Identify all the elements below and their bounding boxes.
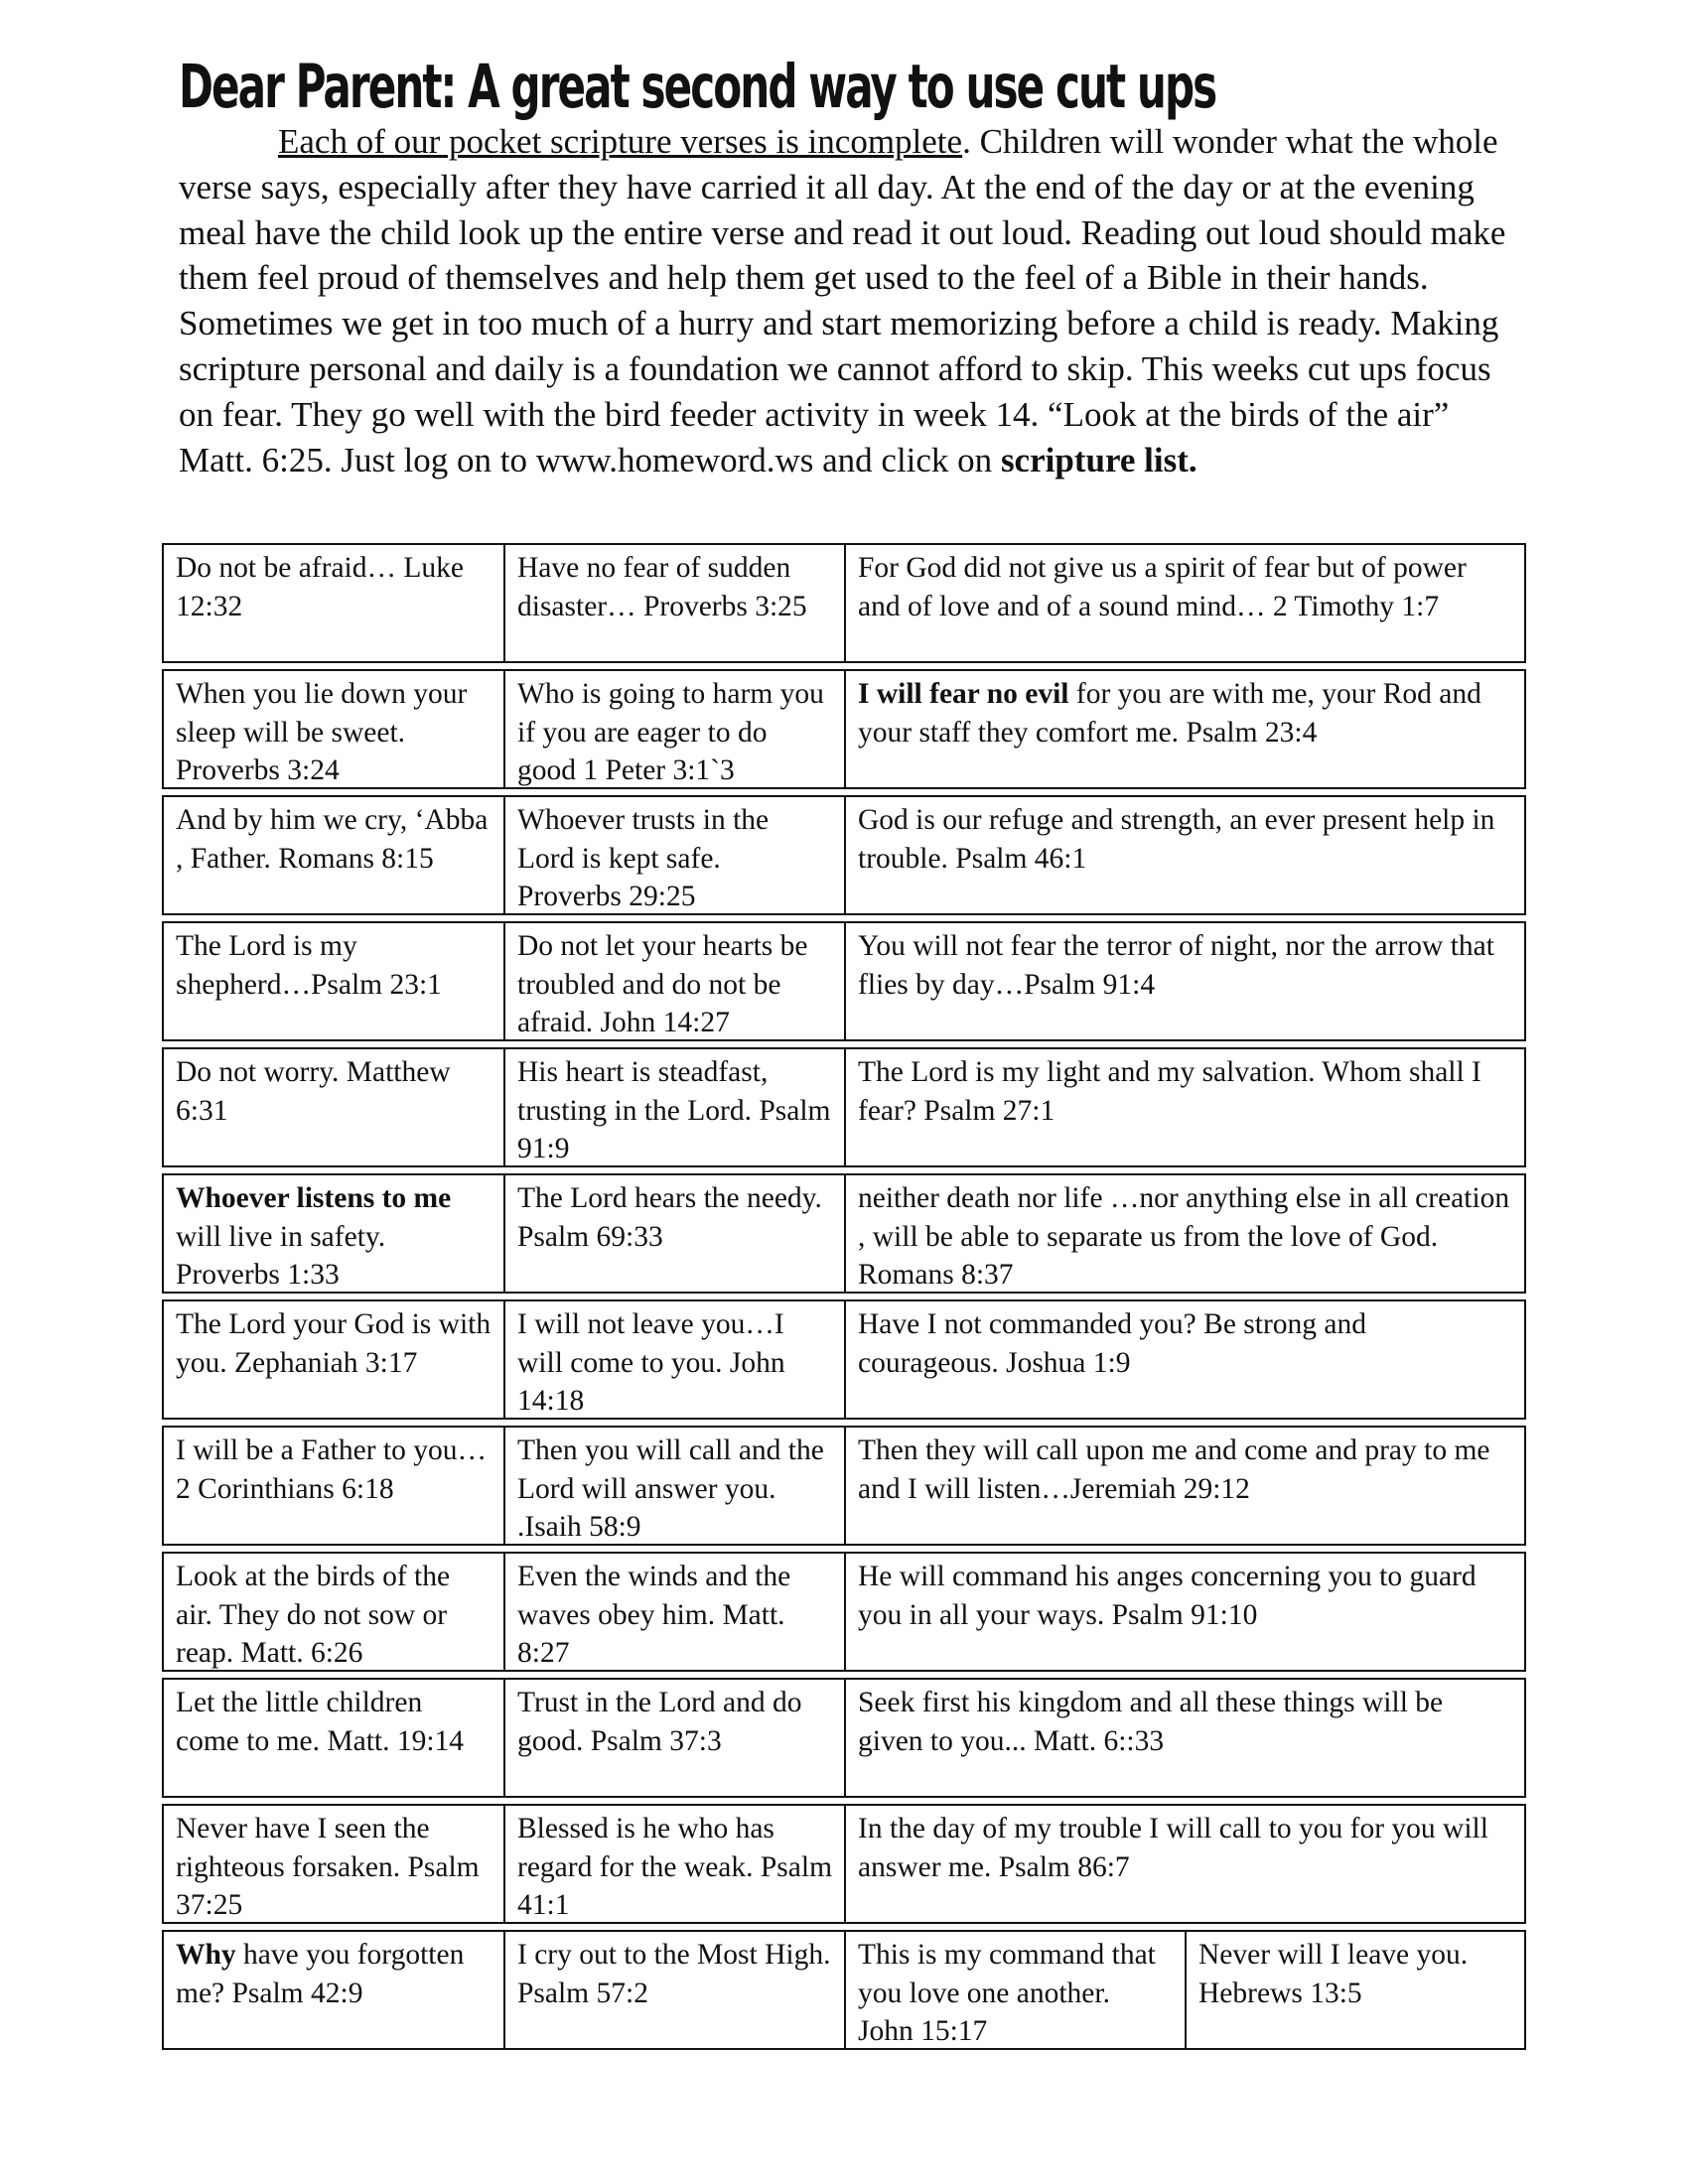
verse-row-last	[162, 1930, 1526, 2050]
verse-row	[162, 669, 1526, 789]
verse-row	[162, 543, 1526, 663]
verse-row	[162, 921, 1526, 1041]
verse-cell: When you lie down your sleep will be sweet. Proverbs 3:24	[164, 671, 505, 787]
verse-cell: And by him we cry, ‘Abba , Father. Romans 8:15	[164, 797, 505, 913]
verse-grid	[162, 543, 1526, 2056]
verse-cell: Never will I leave you. Hebrews 13:5	[1198, 1939, 1469, 2009]
intro-bold-link-text: scripture list.	[1000, 440, 1197, 479]
verse-cell: His heart is steadfast, trusting in the Lord. Psalm 91:9	[505, 1049, 846, 1165]
verse-cell	[164, 1175, 505, 1292]
verse-cell: God is our refuge and strength, an ever present help in trouble. Psalm 46:1	[858, 804, 1495, 875]
verse-row	[162, 1804, 1526, 1924]
verse-cell: Blessed is he who has regard for the weak. Psalm 41:1	[505, 1806, 846, 1922]
verse-cell: The Lord is my light and my salvation. Whom shall I fear? Psalm 27:1	[858, 1056, 1481, 1127]
verse-cell: Whoever trusts in the Lord is kept safe. Proverbs 29:25	[505, 797, 846, 913]
verse-cell	[164, 1932, 505, 2048]
verse-text: will live in safety. Proverbs 1:33	[176, 1220, 386, 1291]
verse-cell: The Lord your God is with you. Zephaniah 3:17	[164, 1301, 505, 1418]
intro-underlined-text: Each of our pocket scripture verses is incomplete	[278, 122, 963, 161]
verse-cell: For God did not give us a spirit of fear but of power and of love and of a sound mind… 2 Timothy 1:7	[858, 552, 1467, 622]
verse-cell: I will not leave you…I will come to you. John 14:18	[505, 1301, 846, 1418]
verse-cell: I cry out to the Most High. Psalm 57:2	[505, 1932, 846, 2048]
verse-row	[162, 1426, 1526, 1546]
verse-row	[162, 1552, 1526, 1672]
verse-row	[162, 795, 1526, 915]
verse-row	[162, 1047, 1526, 1167]
verse-cell: Then they will call upon me and come and pray to me and I will listen…Jeremiah 29:12	[858, 1434, 1490, 1505]
verse-cell: Do not let your hearts be troubled and do not be afraid. John 14:27	[505, 923, 846, 1039]
verse-cell: neither death nor life …nor anything else in all creation , will be able to separate us from the love of God. Romans 8:37	[858, 1182, 1510, 1291]
verse-cell: Never have I seen the righteous forsaken. Psalm 37:25	[164, 1806, 505, 1922]
verse-text: for you are with me, your Rod and your staff they comfort me. Psalm 23:4	[858, 678, 1481, 749]
verse-cell: Let the little children come to me. Matt. 19:14	[164, 1680, 505, 1796]
verse-cell: The Lord is my shepherd…Psalm 23:1	[164, 923, 505, 1039]
verse-cell: Do not be afraid… Luke 12:32	[164, 545, 505, 661]
verse-cell: Do not worry. Matthew 6:31	[164, 1049, 505, 1165]
intro-paragraph	[179, 119, 1519, 482]
verse-cell	[846, 671, 1523, 787]
verse-cell: The Lord hears the needy. Psalm 69:33	[505, 1175, 846, 1292]
intro-body-text: . Children will wonder what the whole verse says, especially after they have carried it all day. At the end of the day or at the evening meal have the child look up the entire verse and read it out loud. Reading out loud should make them feel proud of themselves and help them get used to the feel of a Bible in their hands. Sometimes we get in too much of a hurry and start memorizing before a child is ready. Making scripture personal and daily is a foundation we cannot afford to skip. This weeks cut ups focus on fear. They go well with the bird feeder activity in week 14. “Look at the birds of the air” Matt. 6:25. Just log on to www.homeword.ws and click on	[179, 122, 1506, 479]
verse-bold-text: I will fear no evil	[858, 678, 1069, 710]
verse-bold-text: Why	[176, 1939, 236, 1971]
verse-cell: Look at the birds of the air. They do not sow or reap. Matt. 6:26	[164, 1554, 505, 1670]
verse-row	[162, 1173, 1526, 1294]
verse-cell: In the day of my trouble I will call to you for you will answer me. Psalm 86:7	[858, 1813, 1488, 1883]
verse-cell: You will not fear the terror of night, nor the arrow that flies by day…Psalm 91:4	[858, 930, 1494, 1001]
verse-bold-text: Whoever listens to me	[176, 1182, 452, 1214]
verse-cell: Have I not commanded you? Be strong and courageous. Joshua 1:9	[858, 1308, 1367, 1379]
verse-cell: Even the winds and the waves obey him. Matt. 8:27	[505, 1554, 846, 1670]
verse-row	[162, 1299, 1526, 1420]
verse-row	[162, 1678, 1526, 1798]
verse-cell: Who is going to harm you if you are eager to do good 1 Peter 3:1`3	[505, 671, 846, 787]
page-title: Dear Parent: A great second way to use cut ups	[179, 52, 1216, 122]
verse-cell: This is my command that you love one another. John 15:17	[846, 1932, 1187, 2048]
verse-cell: He will command his anges concerning you to guard you in all your ways. Psalm 91:10	[858, 1561, 1477, 1631]
verse-text: have you forgotten me? Psalm 42:9	[176, 1939, 465, 2009]
verse-cell: Then you will call and the Lord will answer you. .Isaih 58:9	[505, 1428, 846, 1544]
verse-cell: Have no fear of sudden disaster… Proverbs 3:25	[505, 545, 846, 661]
verse-cell: Trust in the Lord and do good. Psalm 37:3	[505, 1680, 846, 1796]
verse-cell: Seek first his kingdom and all these things will be given to you... Matt. 6::33	[858, 1687, 1444, 1757]
verse-cell: I will be a Father to you… 2 Corinthians 6:18	[164, 1428, 505, 1544]
